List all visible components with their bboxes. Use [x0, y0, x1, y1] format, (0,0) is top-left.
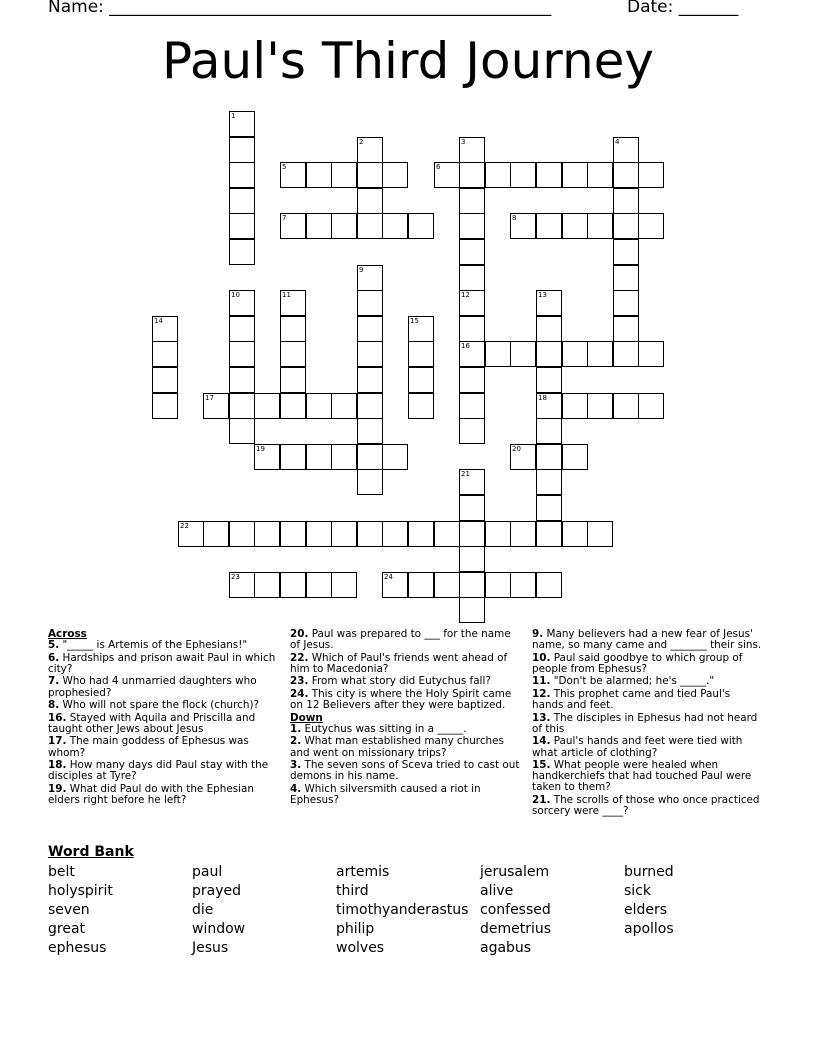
grid-cell[interactable] — [229, 393, 255, 419]
clue-across-17: 17. The main goddess of Ephesus was whom? — [48, 735, 249, 759]
grid-cell[interactable] — [613, 162, 639, 188]
grid-cell[interactable] — [357, 341, 383, 367]
word-bank-word: die — [192, 902, 214, 918]
grid-cell[interactable] — [152, 341, 178, 367]
grid-cell[interactable] — [306, 572, 332, 598]
clues-column-2 — [290, 629, 522, 807]
word-bank-word: alive — [480, 883, 514, 899]
grid-cell[interactable] — [536, 213, 562, 239]
clue-down-2: 2. What man established many churches and went on missionary trips? — [290, 735, 504, 759]
grid-cell[interactable] — [229, 572, 255, 598]
grid-cell[interactable] — [331, 162, 357, 188]
grid-cell[interactable] — [459, 469, 485, 495]
grid-cell[interactable] — [459, 290, 485, 316]
grid-cell[interactable] — [229, 290, 255, 316]
grid-cell[interactable] — [613, 290, 639, 316]
grid-cell[interactable] — [280, 290, 306, 316]
grid-cell[interactable] — [459, 597, 485, 623]
clue-number: 21 — [461, 470, 470, 478]
grid-cell[interactable] — [229, 137, 255, 163]
word-bank-word: third — [336, 883, 369, 899]
word-bank-word: belt — [48, 864, 75, 880]
grid-cell[interactable] — [229, 239, 255, 265]
clue-down-4: 4. Which silversmith caused a riot in Ephesus? — [290, 782, 481, 806]
grid-cell[interactable] — [280, 316, 306, 342]
grid-cell[interactable] — [254, 521, 280, 547]
grid-cell[interactable] — [459, 495, 485, 521]
grid-cell[interactable] — [510, 444, 536, 470]
grid-cell[interactable] — [459, 265, 485, 291]
grid-cell[interactable] — [459, 137, 485, 163]
clue-number: 18 — [538, 394, 547, 402]
grid-cell[interactable] — [229, 341, 255, 367]
clue-across-16: 16. Stayed with Aquila and Priscilla and taught other Jews about Jesus — [48, 711, 256, 735]
word-bank-column-4 — [480, 863, 551, 958]
grid-cell[interactable] — [613, 239, 639, 265]
grid-cell[interactable] — [357, 367, 383, 393]
grid-cell[interactable] — [638, 213, 664, 239]
grid-cell[interactable] — [638, 393, 664, 419]
grid-cell[interactable] — [485, 572, 511, 598]
grid-cell[interactable] — [331, 444, 357, 470]
clue-down-9: 9. Many believers had a new fear of Jesus' name, so many came and _______ their sins. — [532, 628, 762, 652]
grid-cell[interactable] — [536, 469, 562, 495]
grid-cell[interactable] — [459, 162, 485, 188]
word-bank-word: artemis — [336, 864, 390, 880]
clue-number: 12 — [461, 291, 470, 299]
grid-cell[interactable] — [536, 316, 562, 342]
grid-cell[interactable] — [357, 162, 383, 188]
clue-number: 17 — [205, 394, 214, 402]
clue-number: 2 — [359, 138, 364, 146]
grid-cell[interactable] — [459, 213, 485, 239]
clue-across-20: 20. Paul was prepared to ___ for the name of Jesus. — [290, 628, 511, 652]
grid-cell[interactable] — [459, 188, 485, 214]
grid-cell[interactable] — [203, 521, 229, 547]
grid-cell[interactable] — [152, 316, 178, 342]
grid-cell[interactable] — [382, 444, 408, 470]
clue-down-3: 3. The seven sons of Sceva tried to cast out demons in his name. — [290, 759, 520, 783]
grid-cell[interactable] — [331, 213, 357, 239]
clue-down-14: 14. Paul's hands and feet were tied with what article of clothing? — [532, 735, 743, 759]
grid-cell[interactable] — [331, 572, 357, 598]
grid-cell[interactable] — [357, 188, 383, 214]
grid-cell[interactable] — [587, 162, 613, 188]
word-bank-word: philip — [336, 921, 375, 937]
grid-cell[interactable] — [331, 521, 357, 547]
grid-cell[interactable] — [306, 213, 332, 239]
grid-cell[interactable] — [587, 521, 613, 547]
grid-cell[interactable] — [613, 137, 639, 163]
grid-cell[interactable] — [459, 572, 485, 598]
clue-number: 1 — [231, 112, 236, 120]
grid-cell[interactable] — [152, 367, 178, 393]
grid-cell[interactable] — [536, 572, 562, 598]
clue-down-11: 11. "Don't be alarmed; he's _____." — [532, 675, 715, 688]
clue-number: 3 — [461, 138, 466, 146]
clue-number: 11 — [282, 291, 291, 299]
grid-cell[interactable] — [203, 393, 229, 419]
clue-across-22: 22. Which of Paul's friends went ahead of him to Macedonia? — [290, 651, 508, 675]
clue-number: 24 — [384, 573, 393, 581]
grid-cell[interactable] — [434, 521, 460, 547]
grid-cell[interactable] — [562, 393, 588, 419]
word-bank-word: confessed — [480, 902, 551, 918]
grid-cell[interactable] — [510, 521, 536, 547]
grid-cell[interactable] — [254, 393, 280, 419]
grid-cell[interactable] — [357, 393, 383, 419]
clue-number: 6 — [436, 163, 441, 171]
word-bank-word: paul — [192, 864, 223, 880]
grid-cell[interactable] — [229, 188, 255, 214]
clue-number: 5 — [282, 163, 287, 171]
word-bank-word: holyspirit — [48, 883, 113, 899]
word-bank-word: elders — [624, 902, 668, 918]
grid-cell[interactable] — [280, 444, 306, 470]
word-bank-word: burned — [624, 864, 674, 880]
grid-cell[interactable] — [280, 162, 306, 188]
grid-cell[interactable] — [357, 521, 383, 547]
grid-cell[interactable] — [459, 367, 485, 393]
grid-cell[interactable] — [536, 367, 562, 393]
word-bank-column-3 — [336, 863, 468, 958]
grid-cell[interactable] — [536, 393, 562, 419]
clue-across-23: 23. From what story did Eutychus fall? — [290, 675, 491, 688]
grid-cell[interactable] — [459, 341, 485, 367]
grid-cell[interactable] — [485, 341, 511, 367]
clue-down-1: 1. Eutychus was sitting in a _____. — [290, 722, 467, 735]
clue-number: 22 — [180, 522, 189, 530]
grid-cell[interactable] — [306, 393, 332, 419]
grid-cell[interactable] — [587, 213, 613, 239]
grid-cell[interactable] — [357, 265, 383, 291]
grid-cell[interactable] — [357, 213, 383, 239]
grid-cell[interactable] — [510, 213, 536, 239]
down-heading: Down — [290, 711, 323, 724]
date-field[interactable]: Date: _______ — [627, 0, 739, 17]
word-bank-word: jerusalem — [480, 864, 550, 880]
grid-cell[interactable] — [408, 572, 434, 598]
grid-cell[interactable] — [459, 521, 485, 547]
grid-cell[interactable] — [229, 521, 255, 547]
grid-cell[interactable] — [357, 316, 383, 342]
grid-cell[interactable] — [459, 546, 485, 572]
grid-cell[interactable] — [562, 521, 588, 547]
clue-number: 8 — [512, 214, 517, 222]
clue-number: 13 — [538, 291, 547, 299]
grid-cell[interactable] — [408, 213, 434, 239]
grid-cell[interactable] — [562, 341, 588, 367]
word-bank-word: Jesus — [192, 940, 229, 956]
grid-cell[interactable] — [536, 418, 562, 444]
word-bank-word: agabus — [480, 940, 532, 956]
clue-number: 10 — [231, 291, 240, 299]
clues-column-1 — [48, 629, 280, 807]
grid-cell[interactable] — [562, 444, 588, 470]
clues-column-3 — [532, 629, 764, 819]
grid-cell[interactable] — [280, 341, 306, 367]
grid-cell[interactable] — [587, 341, 613, 367]
grid-cell[interactable] — [562, 162, 588, 188]
grid-cell[interactable] — [587, 393, 613, 419]
name-field[interactable]: Name: ____________________________________________________ — [48, 0, 552, 17]
word-bank-word: timothyanderastus — [336, 902, 469, 918]
grid-cell[interactable] — [536, 444, 562, 470]
grid-cell[interactable] — [562, 213, 588, 239]
grid-cell[interactable] — [613, 341, 639, 367]
clue-number: 9 — [359, 266, 364, 274]
clue-across-19: 19. What did Paul do with the Ephesian elders right before he left? — [48, 782, 255, 806]
grid-cell[interactable] — [306, 521, 332, 547]
grid-cell[interactable] — [357, 418, 383, 444]
clue-number: 20 — [512, 445, 521, 453]
grid-cell[interactable] — [229, 418, 255, 444]
grid-cell[interactable] — [459, 316, 485, 342]
grid-cell[interactable] — [459, 239, 485, 265]
grid-cell[interactable] — [510, 341, 536, 367]
grid-cell[interactable] — [638, 162, 664, 188]
word-bank-word: ephesus — [48, 940, 107, 956]
grid-cell[interactable] — [280, 393, 306, 419]
grid-cell[interactable] — [254, 444, 280, 470]
grid-cell[interactable] — [357, 469, 383, 495]
grid-cell[interactable] — [536, 341, 562, 367]
grid-cell[interactable] — [178, 521, 204, 547]
clue-down-10: 10. Paul said goodbye to which group of people from Ephesus? — [532, 651, 743, 675]
page-title: Paul's Third Journey — [162, 32, 654, 90]
grid-cell[interactable] — [408, 393, 434, 419]
word-bank-column-1 — [48, 863, 113, 958]
grid-cell[interactable] — [408, 316, 434, 342]
grid-cell[interactable] — [382, 572, 408, 598]
grid-cell[interactable] — [638, 341, 664, 367]
grid-cell[interactable] — [357, 444, 383, 470]
grid-cell[interactable] — [536, 495, 562, 521]
grid-cell[interactable] — [613, 188, 639, 214]
grid-cell[interactable] — [613, 265, 639, 291]
grid-cell[interactable] — [613, 393, 639, 419]
word-bank-word: window — [192, 921, 246, 937]
word-bank-word: prayed — [192, 883, 242, 899]
grid-cell[interactable] — [408, 341, 434, 367]
grid-cell[interactable] — [382, 213, 408, 239]
clue-number: 15 — [410, 317, 419, 325]
grid-cell[interactable] — [280, 521, 306, 547]
grid-cell[interactable] — [306, 162, 332, 188]
grid-cell[interactable] — [408, 521, 434, 547]
grid-cell[interactable] — [229, 162, 255, 188]
word-bank-word: sick — [624, 883, 651, 899]
grid-cell[interactable] — [510, 572, 536, 598]
clue-number: 19 — [256, 445, 265, 453]
grid-cell[interactable] — [485, 162, 511, 188]
grid-cell[interactable] — [485, 521, 511, 547]
grid-cell[interactable] — [459, 418, 485, 444]
word-bank-word: great — [48, 921, 86, 937]
grid-cell[interactable] — [536, 162, 562, 188]
grid-cell[interactable] — [331, 393, 357, 419]
grid-cell[interactable] — [408, 367, 434, 393]
clue-across-8: 8. Who will not spare the flock (church)? — [48, 699, 260, 712]
clue-down-21: 21. The scrolls of those who once practiced sorcery were ____? — [532, 793, 760, 818]
grid-cell[interactable] — [229, 367, 255, 393]
grid-cell[interactable] — [357, 137, 383, 163]
grid-cell[interactable] — [280, 572, 306, 598]
grid-cell[interactable] — [459, 393, 485, 419]
word-bank-word: seven — [48, 902, 90, 918]
grid-cell[interactable] — [280, 213, 306, 239]
grid-cell[interactable] — [613, 213, 639, 239]
clue-number: 16 — [461, 342, 470, 350]
clue-number: 7 — [282, 214, 287, 222]
grid-cell[interactable] — [613, 316, 639, 342]
grid-cell[interactable] — [536, 290, 562, 316]
clue-down-15: 15. What people were healed when handkerchiefs that had touched Paul were taken to them? — [532, 759, 752, 794]
clue-number: 14 — [154, 317, 163, 325]
clue-down-13: 13. The disciples in Ephesus had not heard of this — [532, 711, 758, 735]
grid-cell[interactable] — [434, 572, 460, 598]
clue-across-24: 24. This city is where the Holy Spirit came on 12 Believers after they were baptized. — [290, 687, 512, 712]
grid-cell[interactable] — [229, 316, 255, 342]
clue-across-7: 7. Who had 4 unmarried daughters who prophesied? — [48, 675, 257, 699]
word-bank-word: apollos — [624, 921, 674, 937]
grid-cell[interactable] — [510, 162, 536, 188]
clue-across-6: 6. Hardships and prison await Paul in which city? — [48, 651, 276, 675]
grid-cell[interactable] — [229, 111, 255, 137]
grid-cell[interactable] — [434, 162, 460, 188]
grid-cell[interactable] — [280, 367, 306, 393]
word-bank-word: wolves — [336, 940, 385, 956]
word-bank-column-2 — [192, 863, 245, 958]
grid-cell[interactable] — [536, 521, 562, 547]
grid-cell[interactable] — [254, 572, 280, 598]
grid-cell[interactable] — [382, 521, 408, 547]
grid-cell[interactable] — [382, 162, 408, 188]
clue-across-18: 18. How many days did Paul stay with the disciples at Tyre? — [48, 759, 269, 783]
word-bank-word: demetrius — [480, 921, 552, 937]
grid-cell[interactable] — [306, 444, 332, 470]
grid-cell[interactable] — [229, 213, 255, 239]
clue-number: 23 — [231, 573, 240, 581]
across-heading: Across — [48, 628, 87, 640]
grid-cell[interactable] — [357, 290, 383, 316]
clue-number: 4 — [615, 138, 620, 146]
clue-across-5: 5. "_____ is Artemis of the Ephesians!" — [48, 639, 248, 652]
word-bank-column-5 — [624, 863, 674, 939]
word-bank-heading: Word Bank — [48, 844, 134, 860]
clue-down-12: 12. This prophet came and tied Paul's hands and feet. — [532, 687, 731, 712]
grid-cell[interactable] — [152, 393, 178, 419]
